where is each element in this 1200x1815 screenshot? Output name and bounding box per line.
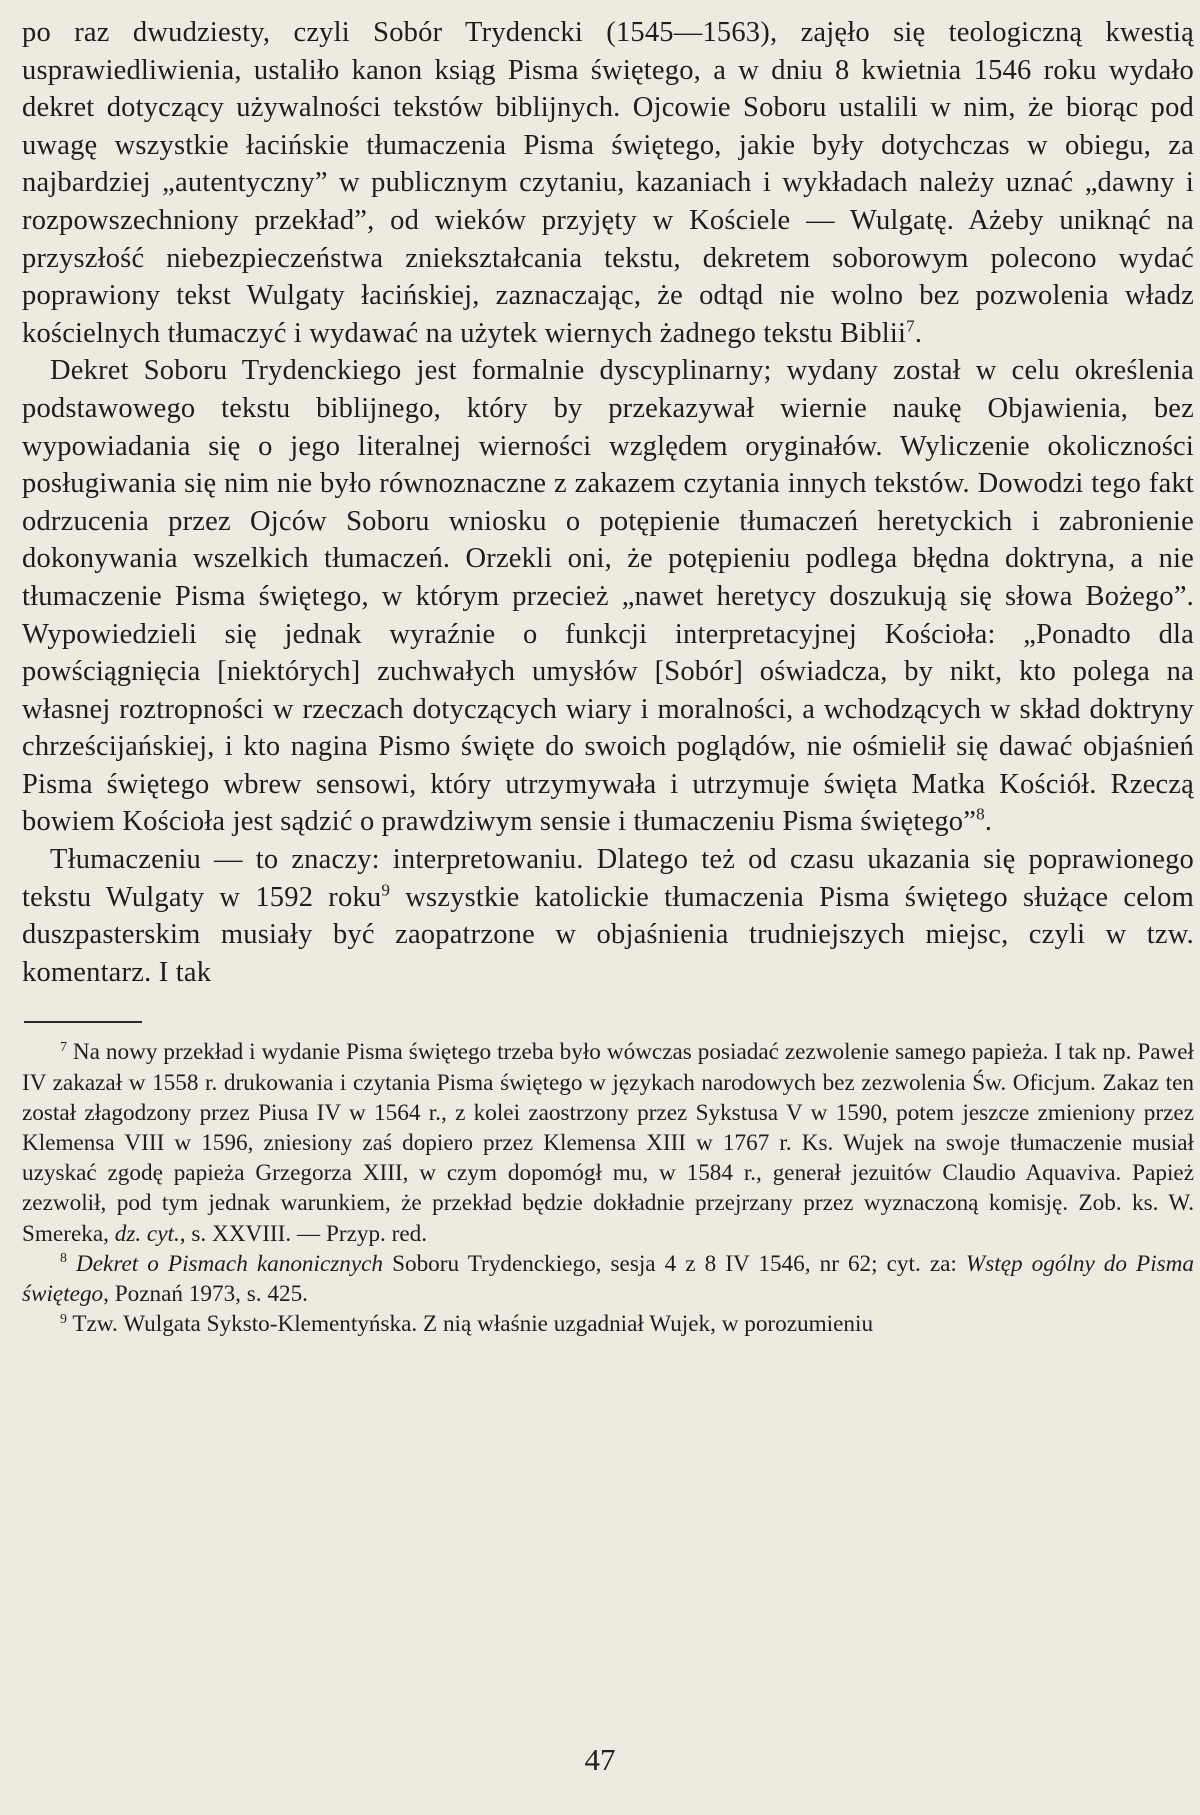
footnote-8-italic-source: Wstęp ogólny do Pisma świętego xyxy=(22,1250,1194,1308)
footnotes xyxy=(22,1037,1194,1339)
paragraph-2-text: Dekret Soboru Trydenckiego jest formalnie dyscyplinarny; wydany został w celu określenia podstawowego tekstu biblijnego, który by przekazywał wiernie naukę Objawienia, bez wypowiadania się o jego literalnej wierności względem oryginałów. Wyliczenie okoliczności posługiwania się nim nie było równoznaczne z zakazem czytania innych tekstów. Dowodzi tego fakt odrzucenia przez Ojców Soboru wniosku o potępienie tłumaczeń heretyckich i zabronienie dokonywania wszelkich tłumaczeń. Orzekli oni, że potępieniu podlega błędna doktryna, a nie tłumaczenie Pisma świętego, w którym przecież „nawet heretycy doszukują się słowa Bożego”. Wypowiedzieli się jednak wyraźnie o funkcji interpretacyjnej Kościoła: „Ponadto dla powściągnięcia [niektórych] zuchwałych umysłów [Sobór] oświadcza, by nikt, kto polega na własnej roztropności w rzeczach dotyczących wiary i moralności, a wchodzących w skład doktryny chrześcijańskiej, i kto nagina Pismo święte do swoich poglądów, nie ośmielił się dawać objaśnień Pisma świętego wbrew sensowi, który utrzymywała i utrzymuje święta Matka Kościół. Rzeczą bowiem Kościoła jest sądzić o prawdziwym sensie i tłumaczeniu Pisma świętego” xyxy=(22,355,1194,838)
paragraph-3 xyxy=(22,841,1194,991)
footnote-7-text: Na nowy przekład i wydanie Pisma świętego trzeba było wówczas posiadać zezwolenie samego papieża. I tak np. Paweł IV zakazał w 1558 r. drukowania i czytania Pisma świętego w językach narodowych bez zezwolenia Św. Oficjum. Zakaz ten został złagodzony przez Piusa IV w 1564 r., z kolei zaostrzony przez Sykstusa V w 1590, potem jeszcze zmieniony przez Klemensa VIII w 1596, zniesiony zaś dopiero przez Klemensa XIII w 1767 r. Ks. Wujek na swoje tłumaczenie musiał uzyskać zgodę papieża Grzegorza XIII, w czym dopomógł mu, w 1584 r., generał jezuitów Claudio Aquaviva. Papież zezwolił, pod tym jednak warunkiem, że przekład będzie dokładnie przejrzany przez wyznaczoną komisję. Zob. ks. W. Smereka, xyxy=(22,1039,1194,1247)
footnote-divider xyxy=(24,1021,142,1023)
footnote-ref-8: 8 xyxy=(976,804,985,824)
paragraph-1-text: po raz dwudziesty, czyli Sobór Trydencki (1545—1563), zajęło się teologiczną kwestią usprawiedliwienia, ustaliło kanon ksiąg Pisma świętego, a w dniu 8 kwietnia 1546 roku wydało dekret dotyczący używalności tekstów biblijnych. Ojcowie Soboru ustalili w nim, że biorąc pod uwagę wszystkie łacińskie tłumaczenia Pisma świętego, jakie były dotychczas w obiegu, za najbardziej „autentyczny” w publicznym czytaniu, kazaniach i wykładach należy uznać „dawny i rozpowszechniony przekład”, od wieków przyjęty w Kościele — Wulgatę. Ażeby uniknąć na przyszłość niebezpieczeństwa zniekształcania tekstu, dekretem soborowym polecono wydać poprawiony tekst Wulgaty łacińskiej, zaznaczając, że odtąd nie wolno bez pozwolenia władz kościelnych tłumaczyć i wydawać na użytek wiernych żadnego tekstu Biblii xyxy=(22,17,1194,349)
page-number: 47 xyxy=(584,1742,616,1777)
footnote-9 xyxy=(22,1309,1194,1339)
footnote-9-number: 9 xyxy=(60,1311,67,1327)
footnote-8 xyxy=(22,1249,1194,1309)
footnote-9-text: Tzw. Wulgata Syksto-Klementyńska. Z nią właśnie uzgadniał Wujek, w porozumieniu xyxy=(66,1311,874,1338)
footnote-7 xyxy=(22,1037,1194,1248)
paragraph-1 xyxy=(22,14,1194,352)
footnote-8-italic-title: Dekret o Pismach kanonicznych xyxy=(66,1250,384,1277)
footnote-8-end: , Poznań 1973, s. 425. xyxy=(103,1281,308,1308)
footnote-7-number: 7 xyxy=(60,1039,67,1055)
footnote-7-italic: dz. cyt. xyxy=(114,1220,180,1247)
footnote-7-end: , s. XXVIII. — Przyp. red. xyxy=(179,1220,428,1247)
footnote-8-text: Soboru Trydenckiego, sesja 4 z 8 IV 1546, nr 62; cyt. za: xyxy=(383,1250,966,1277)
paragraph-2 xyxy=(22,352,1194,841)
paragraph-3-text-b: wszystkie katolickie tłumaczenia Pisma świętego służące celom duszpasterskim musiały być zaopatrzone w objaśnienia trudniejszych miejsc, czyli w tzw. komentarz. I tak xyxy=(22,881,1194,988)
main-text xyxy=(22,14,1194,991)
paragraph-1-end: . xyxy=(914,317,923,349)
footnote-ref-9: 9 xyxy=(381,880,391,900)
paragraph-3-text-a: Tłumaczeniu — to znaczy: interpretowaniu. Dlatego też od czasu ukazania się poprawionego tekstu Wulgaty w 1592 roku xyxy=(22,844,1194,913)
footnote-ref-7: 7 xyxy=(906,316,915,336)
paragraph-2-end: . xyxy=(984,806,993,838)
footnote-8-number: 8 xyxy=(60,1251,67,1267)
